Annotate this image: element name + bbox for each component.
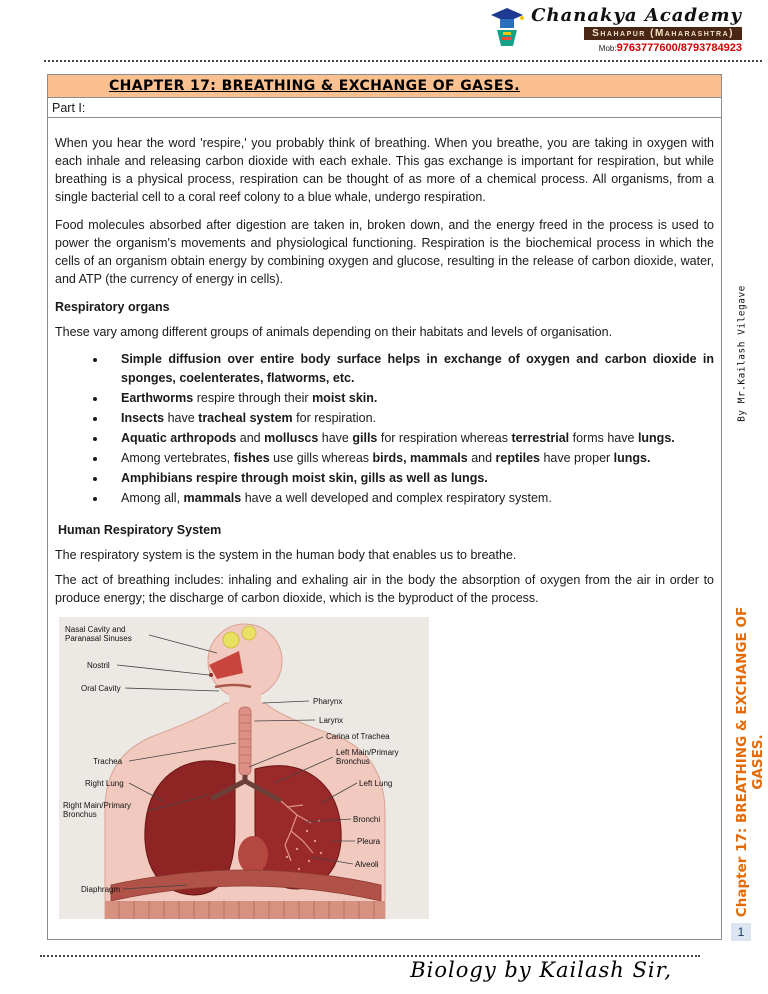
diagram-label-bronchi: Bronchi: [353, 815, 381, 824]
list-item: • Earthworms respire through their moist skin.: [107, 389, 714, 408]
diagram-label-right-lung: Right Lung: [85, 779, 124, 788]
mobile-number: 9763777600/8793784923: [616, 42, 742, 54]
intro-paragraph-1: When you hear the word 'respire,' you probably think of breathing. When you breathe, you are taking in oxygen with each inhale and releasing carbon dioxide with each exhale. This gas exchange is important for respiration, but while breathing is a physical process, respiration can be thought of as more of a chemical process. All organisms, from a single bacterial cell to a coral reef colony to a blue whale, undergo respiration.: [55, 136, 714, 204]
respiratory-system-diagram: [59, 617, 429, 919]
diagram-label-alveoli: Alveoli: [355, 860, 379, 869]
list-item: • Among vertebrates, fishes use gills whereas birds, mammals and reptiles have proper lungs.: [107, 449, 714, 468]
academy-logo-block: [489, 6, 742, 54]
chapter-title: CHAPTER 17: BREATHING & EXCHANGE OF GASES.: [108, 78, 521, 94]
list-item: • Among all, mammals have a well developed and complex respiratory system.: [107, 489, 714, 508]
heart-shape: [238, 836, 268, 874]
paranasal-sinus-shape: [223, 632, 239, 648]
diagram-label-pharynx: Pharynx: [313, 697, 343, 706]
diagram-label-right-main-bronchus: Right Main/Primary Bronchus: [63, 801, 132, 819]
list-item: • Insects have tracheal system for respiration.: [107, 409, 714, 428]
diagram-label-pleura: Pleura: [357, 837, 381, 846]
part-label-row: [48, 98, 721, 118]
mobile-label: Mob:: [598, 44, 617, 53]
academy-text-block: [531, 6, 742, 54]
graduation-cap-icon: [489, 6, 525, 50]
respiratory-organs-intro: These vary among different groups of animals depending on their habitats and levels of organisation.: [55, 325, 613, 339]
nostril-shape: [209, 673, 213, 677]
human-respiratory-heading: Human Respiratory System: [58, 523, 222, 537]
list-item: • Aquatic arthropods and molluscs have gills for respiration whereas terrestrial forms have lungs.: [107, 429, 714, 448]
list-item: • Amphibians respire through moist skin, gills as well as lungs.: [107, 469, 714, 488]
paranasal-sinus-shape: [242, 626, 256, 640]
bottom-dotted-divider: [40, 955, 700, 957]
diagram-label-diaphragm: Diaphragm: [81, 885, 121, 894]
human-respiratory-paragraph-1: The respiratory system is the system in the human body that enables us to breathe.: [55, 548, 517, 562]
respiratory-diagram-illustration: [59, 617, 429, 919]
academy-location: Shahapur (Maharashtra): [584, 27, 742, 40]
diagram-label-trachea: Trachea: [93, 757, 123, 766]
diagram-label-larynx: Larynx: [319, 716, 344, 725]
diagram-label-carina: Carina of Trachea: [326, 732, 390, 741]
diagram-label-left-main-bronchus: Left Main/Primary Bronchus: [336, 748, 399, 766]
respiratory-organs-heading: Respiratory organs: [55, 300, 170, 314]
chapter-title-bar: [48, 75, 721, 98]
body-copy: [48, 134, 721, 919]
diagram-label-oral-cavity: Oral Cavity: [81, 684, 121, 693]
trachea-shape: [239, 707, 251, 775]
academy-mobile: [599, 42, 742, 54]
part-label: Part I:: [52, 100, 86, 115]
top-dotted-divider: [44, 60, 762, 62]
diagram-label-nostril: Nostril: [87, 661, 110, 670]
respiratory-organs-list: [55, 350, 714, 508]
page-number: 1: [731, 923, 751, 941]
vertical-author-credit: By Mr.Kailash Vilegave: [736, 285, 748, 422]
vertical-chapter-title: Chapter 17: BREATHING & EXCHANGE OF GASES.: [734, 606, 766, 918]
content-frame: [47, 74, 722, 940]
list-item: • Simple diffusion over entire body surface helps in exchange of oxygen and carbon dioxide in sponges, coelenterates, flatworms, etc.: [107, 350, 714, 388]
footer-signature: Biology by Kailash Sir,: [410, 958, 672, 982]
intro-paragraph-2: Food molecules absorbed after digestion are taken in, broken down, and the energy freed in the process is used to power the organism's movements and physiological functioning. Respiration is the biochemical process in which the cells of an organism obtain energy by combining oxygen and glucose, resulting in the release of carbon dioxide, water, and ATP (the currency of energy in cells).: [55, 218, 714, 286]
diagram-label-nasal-cavity: Nasal Cavity and Paranasal Sinuses: [65, 625, 132, 643]
human-respiratory-paragraph-2: The act of breathing includes: inhaling and exhaling air in the body the absorption of oxygen from the air in order to produce energy; the discharge of carbon dioxide, which is the byproduct of the process.: [55, 573, 714, 605]
diagram-label-left-lung: Left Lung: [359, 779, 393, 788]
academy-name: Chanakya Academy: [531, 5, 742, 26]
